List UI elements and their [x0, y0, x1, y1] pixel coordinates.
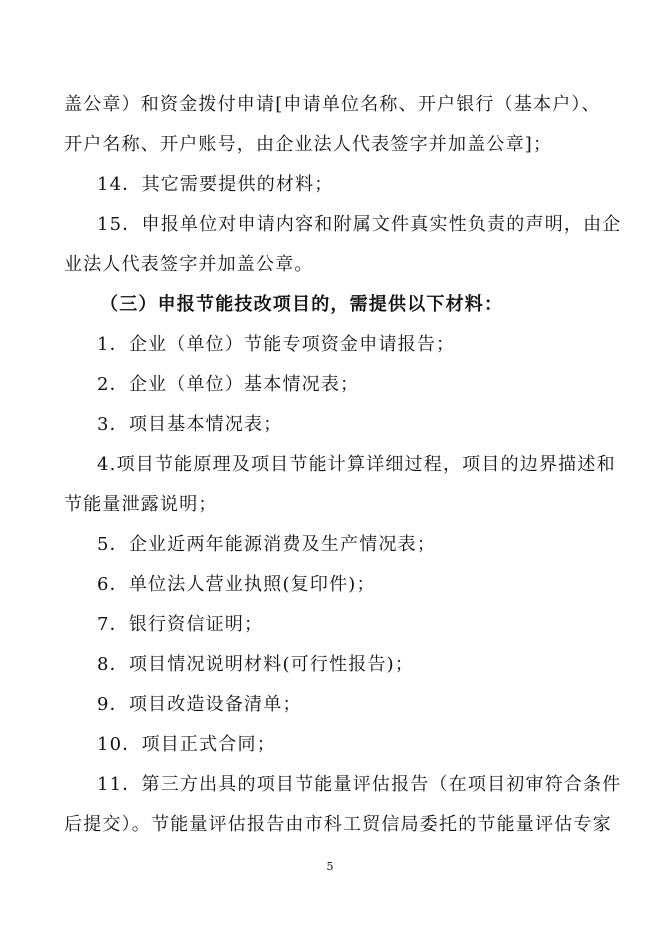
- list-item: 15．申报单位对申请内容和附属文件真实性负责的声明，由企: [97, 214, 622, 235]
- list-item: 11．第三方出具的项目节能量评估报告（在项目初审符合条件: [97, 774, 622, 795]
- paragraph-line: 节能量泄露说明；: [64, 494, 218, 515]
- list-item: 6．单位法人营业执照(复印件)；: [97, 574, 376, 595]
- list-item: 10．项目正式合同；: [97, 734, 276, 755]
- list-item: 2．企业（单位）基本情况表；: [97, 374, 360, 395]
- paragraph-line: 后提交）。节能量评估报告由市科工贸信局委托的节能量评估专家: [64, 814, 612, 835]
- list-item: 4.项目节能原理及项目节能计算详细过程，项目的边界描述和: [97, 454, 616, 475]
- list-item: 5．企业近两年能源消费及生产情况表；: [97, 534, 437, 555]
- paragraph-line: 盖公章）和资金拨付申请[申请单位名称、开户银行（基本户）、: [64, 94, 601, 115]
- page-number: 5: [326, 860, 334, 873]
- list-item: 3．项目基本情况表；: [97, 414, 283, 435]
- list-item: 14．其它需要提供的材料；: [97, 174, 334, 195]
- section-heading: （三）申报节能技改项目的，需提供以下材料：: [100, 294, 504, 315]
- list-item: 8．项目情况说明材料(可行性报告)；: [97, 654, 415, 675]
- list-item: 1．企业（单位）节能专项资金申请报告；: [97, 334, 456, 355]
- paragraph-line: 业法人代表签字并加盖公章。: [64, 254, 314, 275]
- paragraph-line: 开户名称、开户账号，由企业法人代表签字并加盖公章]；: [64, 134, 553, 155]
- list-item: 7．银行资信证明；: [97, 614, 264, 635]
- list-item: 9．项目改造设备清单；: [97, 694, 302, 715]
